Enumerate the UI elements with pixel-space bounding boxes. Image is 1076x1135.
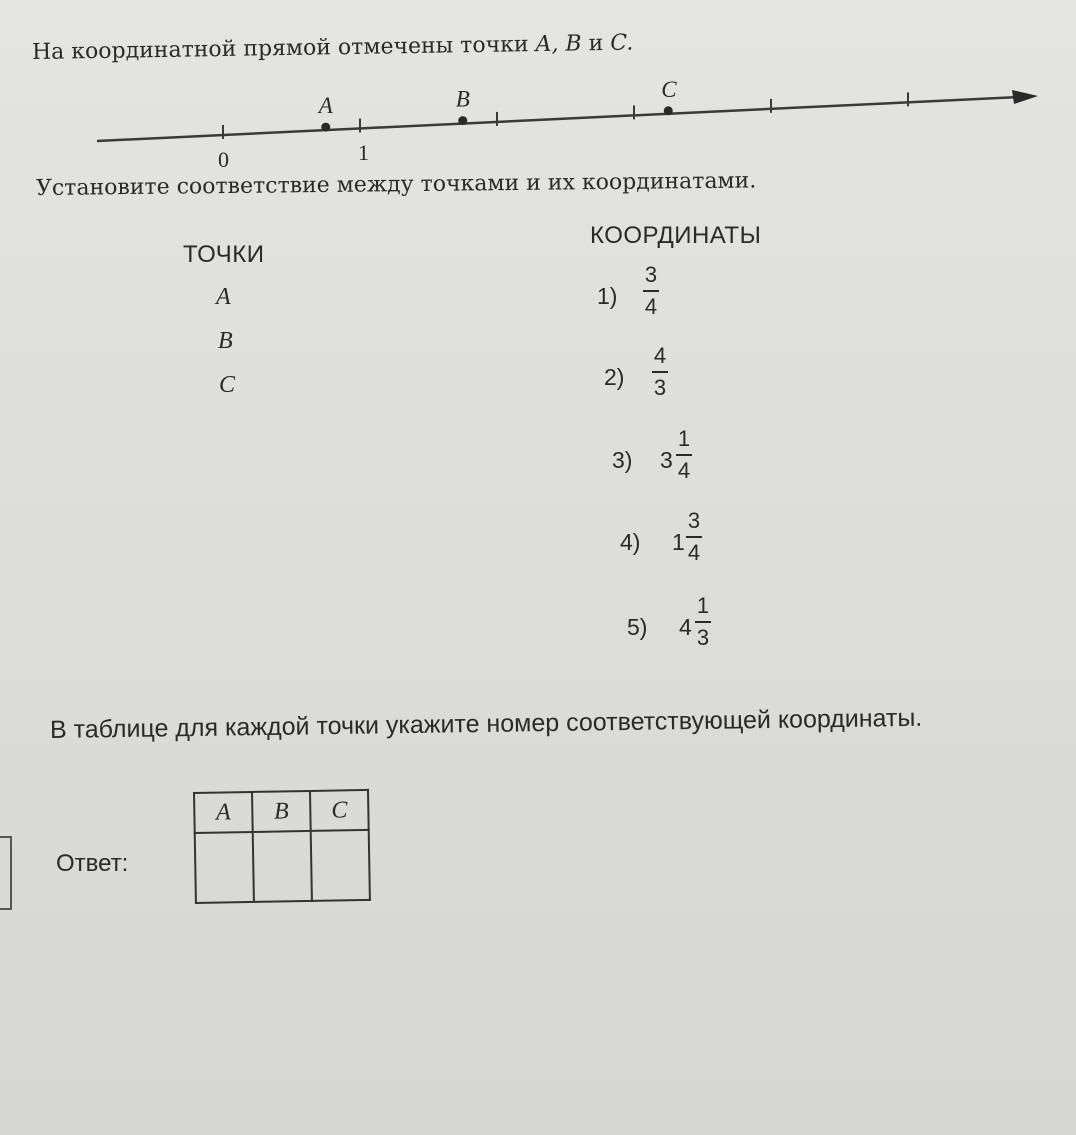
answer-cell-a[interactable] [195, 832, 254, 903]
margin-box [0, 836, 12, 910]
fraction-bar [643, 290, 659, 292]
number-line-arrow [1012, 90, 1038, 104]
fraction-denominator: 4 [644, 294, 658, 319]
fraction-bar [686, 536, 702, 538]
point-b [458, 116, 467, 125]
fraction-denominator: 3 [696, 625, 710, 650]
fraction-bar [652, 371, 668, 373]
fraction-bar [676, 454, 692, 456]
option-number: 1) [597, 283, 618, 309]
option-fraction [686, 508, 702, 566]
fraction-numerator: 3 [644, 262, 658, 287]
intro-last-point: C. [610, 30, 634, 56]
label-zero: 0 [218, 147, 229, 172]
answer-cell-c[interactable] [311, 830, 370, 901]
option-whole: 1 [672, 529, 685, 555]
point-label-b: B [218, 328, 233, 354]
option-fraction [676, 426, 692, 484]
answer-header-row [194, 790, 369, 833]
answer-header-b: B [252, 791, 311, 832]
point-label-a: A [318, 93, 333, 119]
instruction-text: В таблице для каждой точки укажите номер соответствующей координаты. [49, 703, 923, 744]
answer-table [193, 789, 371, 904]
option-fraction [695, 593, 711, 651]
option-fraction [643, 262, 659, 320]
option-number: 2) [604, 364, 625, 390]
fraction-numerator: 4 [653, 343, 667, 368]
answer-header-c: C [310, 790, 369, 831]
points-header: ТОЧКИ [183, 241, 265, 268]
option-number: 4) [620, 529, 641, 555]
point-c [664, 106, 673, 115]
intro-conj: и [588, 31, 604, 57]
fraction-denominator: 4 [687, 540, 701, 565]
coordinates-header: КООРДИНАТЫ [590, 222, 762, 249]
intro-points: A, B [535, 31, 582, 58]
point-label-a: A [216, 284, 231, 310]
point-label-c: C [219, 372, 236, 398]
fraction-denominator: 4 [677, 458, 691, 483]
point-label-c: C [661, 76, 677, 102]
fraction-denominator: 3 [653, 375, 667, 400]
number-line-axis [97, 97, 1020, 141]
option-number: 3) [612, 447, 633, 473]
answer-label: Ответ: [56, 850, 129, 877]
answer-input-row [195, 830, 370, 903]
task-text: Установите соответствие между точками и их координатами. [35, 168, 757, 201]
intro-main: На координатной прямой отмечены точки [31, 32, 529, 65]
fraction-numerator: 1 [696, 593, 710, 618]
label-one: 1 [358, 140, 369, 165]
option-whole: 3 [660, 447, 673, 473]
fraction-bar [695, 621, 711, 623]
option-whole: 4 [679, 614, 692, 640]
fraction-numerator: 1 [677, 426, 691, 451]
fraction-numerator: 3 [687, 508, 701, 533]
answer-cell-b[interactable] [253, 831, 312, 902]
point-a [321, 123, 330, 132]
option-fraction [652, 343, 668, 401]
option-number: 5) [627, 614, 648, 640]
answer-header-a: A [194, 792, 253, 833]
point-label-b: B [455, 86, 470, 112]
